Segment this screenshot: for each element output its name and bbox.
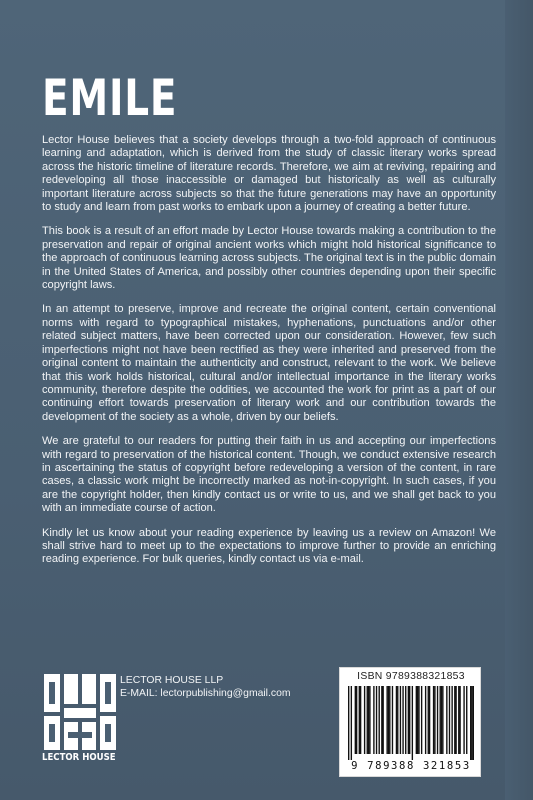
barcode-bar — [397, 686, 398, 754]
barcode-bar — [449, 686, 450, 754]
barcode-bar — [458, 686, 459, 754]
barcode-bar — [470, 686, 471, 760]
paragraph-copyright: We are grateful to our readers for putting their faith in us and accepting our imperfections with regard to preservation of the historical content. Though, we conduct extensive research in ascertaining the status of copyright before redeveloping a version of the content, in rare cases, a classic work might be incorrectly marked as not-in-copyright. In such cases, if you are the copyright holder, then kindly contact us or write to us, and we shall get back to you with an immediate course of action. — [42, 435, 496, 515]
publisher-name: LECTOR HOUSE LLP — [120, 675, 224, 686]
barcode-bar — [400, 686, 401, 754]
barcode-bar — [360, 686, 361, 754]
paragraph-corrections: In an attempt to preserve, improve and recreate the original content, certain conventional norms with regard to typographical mistakes, hyphenations, punctuations and/or other related subject matters, have been corrected upon our consideration. However, few such imperfections might not have been rectified as they were inherited and preserved from the original content to maintain the authenticity and construct, relevant to the work. We believe that this work holds historical, cultural and/or intellectual importance in the literary works community, therefore despite the oddities, we accounted the work for print as a part of our continuing effort towards preservation of literary work and our contribution towards the development of the society as a whole, driven by our beliefs. — [42, 303, 496, 423]
barcode-bar — [405, 686, 406, 754]
barcode-bar — [455, 686, 456, 754]
barcode-digits: 9 789388 321853 — [351, 760, 471, 772]
barcode-bar — [408, 686, 409, 754]
barcode-bar — [463, 686, 464, 754]
barcode-bar — [434, 686, 435, 754]
barcode-bar — [367, 686, 368, 754]
barcode-bar — [471, 686, 472, 760]
barcode-bar — [379, 686, 380, 754]
blurb-text — [42, 134, 496, 567]
barcode-bar — [388, 686, 389, 754]
barcode-bar — [473, 686, 474, 760]
paragraph-review: Kindly let us know about your reading experience by leaving us a review on Amazon! We shall strive hard to meet up to the expectations to improve further to provide an enriching reading experience. For bulk queries, kindly contact us via e-mail. — [42, 526, 496, 566]
barcode-bar — [440, 686, 441, 754]
barcode-bar — [459, 686, 460, 754]
barcode-bar — [421, 686, 422, 754]
barcode-bar — [381, 686, 382, 754]
barcode-bar — [441, 686, 442, 754]
lector-house-logo-icon — [42, 672, 118, 754]
barcode-bar — [396, 686, 397, 754]
barcode-bar — [386, 686, 387, 754]
barcode-bar — [348, 686, 349, 760]
publisher-email: E-MAIL: lectorpublishing@gmail.com — [120, 687, 291, 699]
barcode-bar — [392, 686, 393, 754]
barcode-bar — [428, 686, 429, 754]
barcode-bar — [364, 686, 365, 754]
paragraph-mission: Lector House believes that a society develops through a two-fold approach of continuous learning and adaptation, which is derived from the study of classic literary works spread across the historic timeline of literature records. Therefore, we aim at reviving, repairing and redeveloping all those inaccessible or damaged but historically as well as culturally important literature across subjects so that the future generations may have an opportunity to study and learn from past works to embark upon a journey of creating a better future. — [42, 134, 496, 214]
barcode-bar — [351, 686, 352, 760]
publisher-info — [120, 675, 291, 700]
barcode-icon — [348, 686, 474, 760]
barcode-bar — [389, 686, 390, 754]
barcode-bar — [437, 686, 438, 754]
logo-caption: LECTOR HOUSE — [42, 752, 116, 763]
barcode-bar — [402, 686, 403, 754]
barcode-bar — [355, 686, 356, 754]
cover-edge — [505, 0, 533, 800]
barcode-bar — [454, 686, 455, 754]
barcode-bar — [429, 686, 430, 754]
barcode-bar — [451, 686, 452, 754]
barcode-bar — [446, 686, 447, 754]
barcode-bar — [368, 686, 369, 754]
barcode-bar — [418, 686, 419, 754]
barcode-bar — [416, 686, 417, 754]
barcode-bar — [382, 686, 383, 754]
barcode-bar — [412, 686, 413, 760]
barcode-bar — [376, 686, 377, 754]
barcode-bar — [409, 686, 410, 754]
book-title: EMILE — [42, 69, 178, 127]
barcode-bar — [433, 686, 434, 754]
barcode-bar — [369, 686, 370, 754]
barcode-bar — [359, 686, 360, 754]
paragraph-effort: This book is a result of an effort made by Lector House towards making a contribution to the preservation and repair of original ancient works which might hold historical significance to the approach of continuous learning across subjects. The original text is in the public domain in the United States of America, and possibly other countries depending upon their specific copyright laws. — [42, 225, 496, 292]
barcode-bar — [442, 686, 443, 754]
barcode-bar — [373, 686, 374, 754]
barcode-bar — [417, 686, 418, 754]
barcode-bar — [466, 686, 467, 754]
barcode-bar — [425, 686, 426, 754]
isbn-label: ISBN 9789388321853 — [357, 671, 465, 682]
barcode-bar — [356, 686, 357, 754]
isbn-barcode-panel — [339, 667, 481, 777]
